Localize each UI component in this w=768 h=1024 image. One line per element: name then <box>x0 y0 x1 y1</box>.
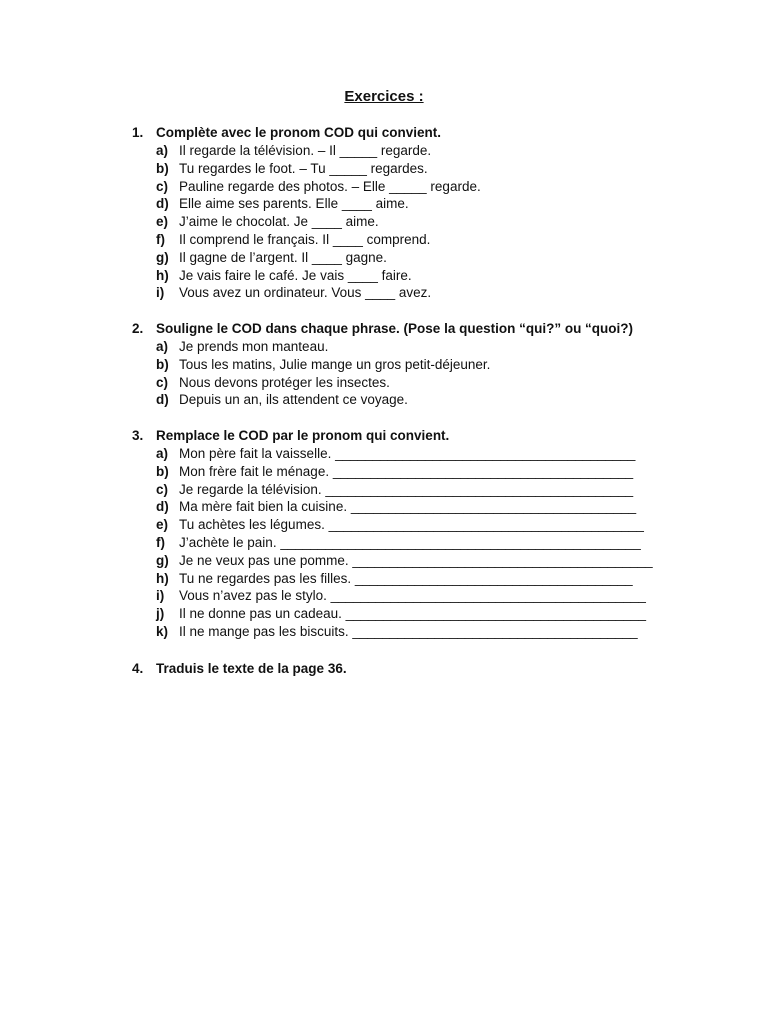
exercise-1 <box>132 124 692 302</box>
exercise-item <box>132 142 692 160</box>
item-letter: e) <box>156 517 169 533</box>
item-letter: e) <box>156 214 169 230</box>
item-text: J’aime le chocolat. Je ____ aime. <box>179 214 379 230</box>
exercise-item <box>132 445 692 463</box>
item-text: Je vais faire le café. Je vais ____ faire. <box>179 267 412 283</box>
item-letter: b) <box>156 160 169 176</box>
item-letter: a) <box>156 446 169 461</box>
item-text: Pauline regarde des photos. – Elle _____ regarde. <box>179 178 481 194</box>
item-text: Je ne veux pas une pomme. ________________________________________ <box>179 552 653 568</box>
item-text: Je prends mon manteau. <box>179 339 329 354</box>
exercise-item <box>132 338 692 356</box>
item-text: Il ne donne pas un cadeau. ________________________________________ <box>179 606 646 622</box>
exercise-item <box>132 356 692 374</box>
item-letter: k) <box>156 623 169 639</box>
item-text: Ma mère fait bien la cuisine. ______________________________________ <box>179 499 637 515</box>
exercise-item <box>132 552 692 570</box>
exercise-number: 2. <box>132 321 144 336</box>
item-text: Il regarde la télévision. – Il _____ regarde. <box>179 143 432 158</box>
exercise-item <box>132 587 692 605</box>
exercise-item <box>132 178 692 196</box>
exercise-heading <box>132 427 692 445</box>
item-text: Tu regardes le foot. – Tu _____ regardes. <box>179 160 428 176</box>
exercise-instruction: Souligne le COD dans chaque phrase. (Pose la question “qui?” ou “quoi?) <box>156 321 634 336</box>
item-text: Il ne mange pas les biscuits. ______________________________________ <box>179 623 638 639</box>
exercise-heading <box>132 660 692 678</box>
exercise-heading <box>132 320 692 338</box>
exercise-4 <box>132 660 692 678</box>
exercise-item <box>132 481 692 499</box>
item-text: Depuis un an, ils attendent ce voyage. <box>179 392 408 408</box>
item-text: Il gagne de l’argent. Il ____ gagne. <box>179 249 387 265</box>
item-letter: a) <box>156 143 169 158</box>
exercise-item <box>132 463 692 481</box>
item-letter: b) <box>156 463 169 479</box>
exercise-number: 4. <box>132 661 144 676</box>
item-letter: i) <box>156 285 165 301</box>
item-letter: i) <box>156 588 165 604</box>
item-letter: g) <box>156 249 169 265</box>
item-text: Mon frère fait le ménage. ________________________________________ <box>179 463 634 479</box>
exercise-item <box>132 231 692 249</box>
item-letter: d) <box>156 196 169 212</box>
item-text: Il comprend le français. Il ____ comprend. <box>179 231 431 247</box>
item-letter: a) <box>156 339 169 354</box>
exercise-item <box>132 267 692 285</box>
exercise-item <box>132 284 692 302</box>
exercise-item <box>132 623 692 641</box>
exercise-instruction: Remplace le COD par le pronom qui convient. <box>156 428 450 443</box>
exercise-items <box>132 338 692 409</box>
item-text: Elle aime ses parents. Elle ____ aime. <box>179 196 409 212</box>
item-text: Vous avez un ordinateur. Vous ____ avez. <box>179 285 432 301</box>
item-text: J’achète le pain. ________________________________________________ <box>179 534 641 550</box>
item-letter: d) <box>156 499 169 515</box>
item-letter: d) <box>156 392 169 408</box>
exercise-3 <box>132 427 692 641</box>
exercise-number: 1. <box>132 125 144 140</box>
exercise-item <box>132 605 692 623</box>
item-text: Tu achètes les légumes. __________________________________________ <box>179 517 644 533</box>
exercise-instruction: Traduis le texte de la page 36. <box>156 661 347 676</box>
exercise-item <box>132 570 692 588</box>
exercise-item <box>132 534 692 552</box>
exercise-item <box>132 213 692 231</box>
item-letter: c) <box>156 178 169 194</box>
exercise-heading <box>132 124 692 142</box>
item-letter: c) <box>156 374 169 390</box>
exercise-item <box>132 195 692 213</box>
exercise-item <box>132 391 692 409</box>
exercise-item <box>132 374 692 392</box>
item-text: Vous n’avez pas le stylo. __________________________________________ <box>179 588 646 604</box>
item-text: Tu ne regardes pas les filles. _____________________________________ <box>179 570 633 586</box>
exercise-2 <box>132 320 692 409</box>
item-text: Mon père fait la vaisselle. ________________________________________ <box>179 446 636 461</box>
exercise-item <box>132 516 692 534</box>
item-text: Nous devons protéger les insectes. <box>179 374 390 390</box>
exercise-items <box>132 445 692 641</box>
item-letter: j) <box>156 606 165 622</box>
exercise-instruction: Complète avec le pronom COD qui convient. <box>156 125 442 140</box>
page-title: Exercices : <box>344 88 424 105</box>
item-text: Je regarde la télévision. _________________________________________ <box>179 481 634 497</box>
item-letter: h) <box>156 267 169 283</box>
item-letter: g) <box>156 552 169 568</box>
exercise-item <box>132 160 692 178</box>
exercise-items <box>132 142 692 302</box>
item-letter: f) <box>156 534 165 550</box>
item-letter: c) <box>156 481 169 497</box>
exercise-item <box>132 249 692 267</box>
item-letter: h) <box>156 570 169 586</box>
item-text: Tous les matins, Julie mange un gros petit-déjeuner. <box>179 356 491 372</box>
exercise-number: 3. <box>132 428 144 443</box>
item-letter: f) <box>156 231 165 247</box>
exercise-item <box>132 498 692 516</box>
item-letter: b) <box>156 356 169 372</box>
